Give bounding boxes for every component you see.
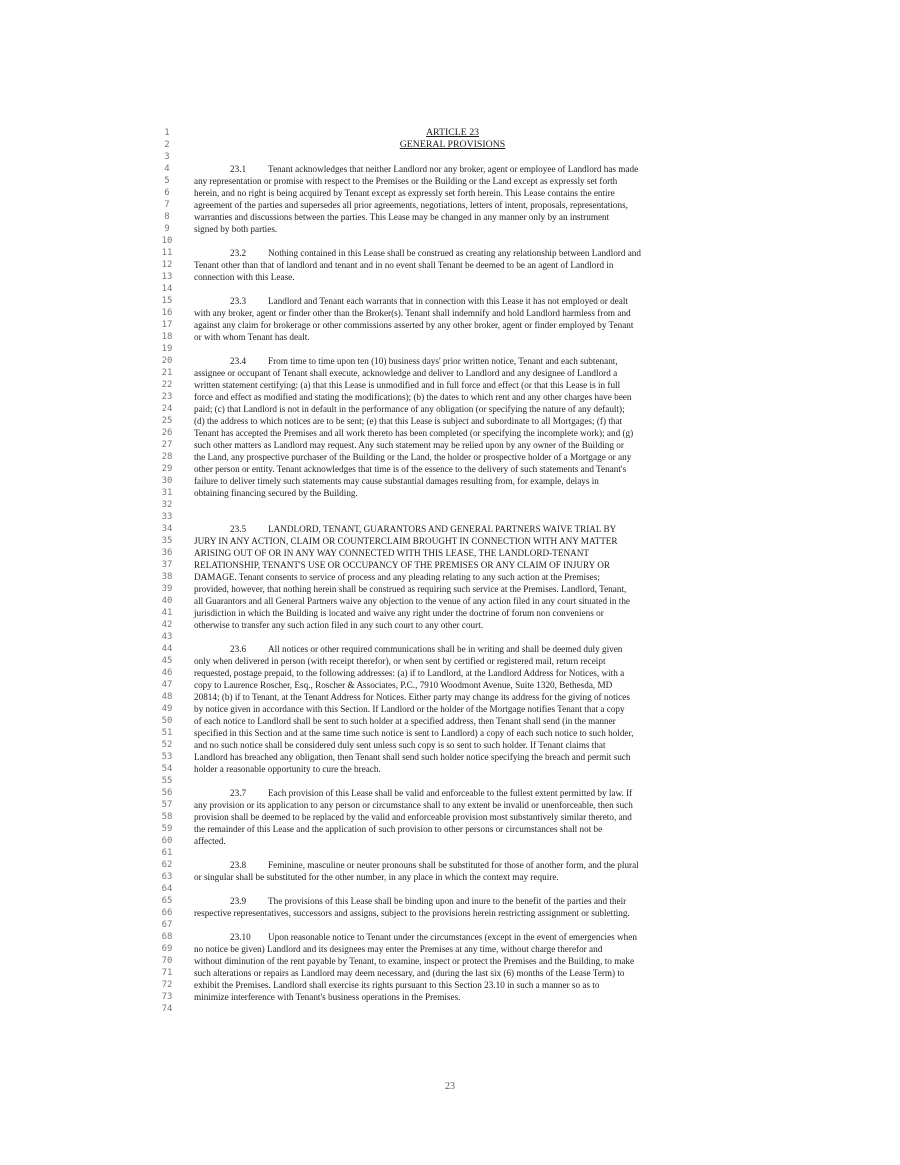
line-number: 68 bbox=[161, 932, 173, 942]
line-number: 73 bbox=[161, 992, 173, 1002]
paragraph-line: jurisdiction in which the Building is located and waive any right under the doctrine of forum non conveniens or bbox=[194, 608, 604, 618]
paragraph-line: 20814; (b) if to Tenant, at the Tenant Address for Notices. Either party may change its address for the giving of notices bbox=[194, 692, 630, 702]
line-number: 27 bbox=[161, 440, 173, 450]
line-number: 37 bbox=[161, 560, 173, 570]
line-number: 21 bbox=[161, 368, 173, 378]
section-number: 23.5 bbox=[230, 524, 247, 534]
paragraph-line: (d) the address to which notices are to be sent; (e) that this Lease is subject and subordinate to all Mortgages; (f) that bbox=[194, 416, 623, 426]
line-number: 20 bbox=[161, 356, 173, 366]
paragraph-line: no notice be given) Landlord and its designees may enter the Premises at any time, without charge therefor and bbox=[194, 944, 603, 954]
line-number: 24 bbox=[161, 404, 173, 414]
line-number: 7 bbox=[164, 200, 170, 210]
paragraph-line: herein, and no right is being acquired by Tenant except as expressly set forth herein. This Lease contains the entire bbox=[194, 188, 615, 198]
paragraph-line: copy to Laurence Roscher, Esq., Roscher & Associates, P.C., 7910 Woodmont Avenue, Suite 1320, Bethesda, MD bbox=[194, 680, 613, 690]
line-number: 25 bbox=[161, 416, 173, 426]
paragraph-line: 23.4 From time to time upon ten (10) business days' prior written notice, Tenant and each subtenant, bbox=[230, 356, 618, 366]
paragraph-line: affected. bbox=[194, 836, 226, 846]
paragraph-line: agreement of the parties and supersedes all prior agreements, negotiations, letters of intent, proposals, representations, bbox=[194, 200, 628, 210]
line-number: 16 bbox=[161, 308, 173, 318]
line-number: 9 bbox=[164, 224, 170, 234]
section-number: 23.3 bbox=[230, 296, 247, 306]
paragraph-line: 23.6 All notices or other required communications shall be in writing and shall be deemed duly given bbox=[230, 644, 623, 654]
line-number: 8 bbox=[164, 212, 170, 222]
line-number: 6 bbox=[164, 188, 170, 198]
line-number: 43 bbox=[161, 632, 173, 642]
line-number: 55 bbox=[161, 776, 173, 786]
line-number: 49 bbox=[161, 704, 173, 714]
line-number: 61 bbox=[161, 848, 173, 858]
line-number: 59 bbox=[161, 824, 173, 834]
line-number: 1 bbox=[164, 128, 170, 138]
paragraph-line: JURY IN ANY ACTION, CLAIM OR COUNTERCLAIM BROUGHT IN CONNECTION WITH ANY MATTER bbox=[194, 536, 618, 546]
line-number: 29 bbox=[161, 464, 173, 474]
paragraph-line: only when delivered in person (with receipt therefor), or when sent by certified or registered mail, return receipt bbox=[194, 656, 606, 666]
article-number: ARTICLE 23 bbox=[425, 127, 480, 138]
line-number: 19 bbox=[161, 344, 173, 354]
paragraph-line: DAMAGE. Tenant consents to service of process and any pleading relating to any such action at the Premises; bbox=[194, 572, 600, 582]
paragraph-line: the remainder of this Lease and the application of such provision to other persons or circumstances shall not be bbox=[194, 824, 603, 834]
paragraph-line: any provision or its application to any person or circumstance shall to any extent be invalid or unenforceable, then such bbox=[194, 800, 633, 810]
paragraph-line: otherwise to transfer any such action filed in any such court to any other court. bbox=[194, 620, 484, 630]
line-number: 18 bbox=[161, 332, 173, 342]
line-number: 5 bbox=[164, 176, 170, 186]
paragraph-line: Tenant has accepted the Premises and all work thereto has been completed (or specifying the incomplete work); and (g) bbox=[194, 428, 634, 438]
paragraph-line: paid; (c) that Landlord is not in default in the performance of any obligation (or specifying the nature of any default); bbox=[194, 404, 625, 414]
paragraph-line: written statement certifying: (a) that this Lease is unmodified and in full force and effect (or that this Lease is in full bbox=[194, 380, 621, 390]
section-number: 23.1 bbox=[230, 164, 247, 174]
article-title: GENERAL PROVISIONS bbox=[399, 139, 506, 150]
line-number: 53 bbox=[161, 752, 173, 762]
paragraph-line: exhibit the Premises. Landlord shall exercise its rights pursuant to this Section 23.10 in such a manner so as to bbox=[194, 980, 600, 990]
line-number: 64 bbox=[161, 884, 173, 894]
paragraph-line: other person or entity. Tenant acknowledges that time is of the essence to the delivery of such statements and Tenant's bbox=[194, 464, 627, 474]
line-number: 23 bbox=[161, 392, 173, 402]
line-number: 69 bbox=[161, 944, 173, 954]
line-number: 11 bbox=[161, 248, 173, 258]
section-number: 23.9 bbox=[230, 896, 247, 906]
line-number: 30 bbox=[161, 476, 173, 486]
line-number: 58 bbox=[161, 812, 173, 822]
section-number: 23.10 bbox=[230, 932, 251, 942]
line-number: 39 bbox=[161, 584, 173, 594]
page-number: 23 bbox=[445, 1081, 455, 1092]
paragraph-line: such other matters as Landlord may request. Any such statement may be relied upon by any owner of the Building or bbox=[194, 440, 624, 450]
paragraph-line: assignee or occupant of Tenant shall execute, acknowledge and deliver to Landlord and any designee of Landlord a bbox=[194, 368, 618, 378]
line-number: 57 bbox=[161, 800, 173, 810]
line-number: 3 bbox=[164, 152, 170, 162]
paragraph-line: provision shall be deemed to be replaced by the valid and enforceable provision most substantively similar thereto, and bbox=[194, 812, 632, 822]
paragraph-line: requested, postage prepaid, to the following addresses: (a) if to Landlord, at the Landlord Address for Notices, with a bbox=[194, 668, 625, 678]
line-number: 54 bbox=[161, 764, 173, 774]
line-number: 26 bbox=[161, 428, 173, 438]
line-number: 31 bbox=[161, 488, 173, 498]
paragraph-line: holder a reasonable opportunity to cure the breach. bbox=[194, 764, 381, 774]
line-number: 74 bbox=[161, 1004, 173, 1014]
line-number: 2 bbox=[164, 140, 170, 150]
section-number: 23.7 bbox=[230, 788, 247, 798]
paragraph-line: specified in this Section and at the same time such notice is sent to Landlord) a copy of each such notice to such holder, bbox=[194, 728, 634, 738]
line-number: 36 bbox=[161, 548, 173, 558]
line-number: 66 bbox=[161, 908, 173, 918]
paragraph-line: without diminution of the rent payable by Tenant, to examine, inspect or protect the Premises and the Building, to make bbox=[194, 956, 635, 966]
paragraph-line: with any broker, agent or finder other than the Broker(s). Tenant shall indemnify and hold Landlord harmless from and bbox=[194, 308, 631, 318]
paragraph-line: 23.7 Each provision of this Lease shall be valid and enforceable to the fullest extent permitted by law. If bbox=[230, 788, 633, 798]
line-number: 32 bbox=[161, 500, 173, 510]
line-number: 12 bbox=[161, 260, 173, 270]
paragraph-line: against any claim for brokerage or other commissions asserted by any other broker, agent or finder employed by Tenant bbox=[194, 320, 634, 330]
paragraph-line: 23.2 Nothing contained in this Lease shall be construed as creating any relationship between Landlord and bbox=[230, 248, 641, 258]
paragraph-line: 23.3 Landlord and Tenant each warrants that in connection with this Lease it has not employed or dealt bbox=[230, 296, 628, 306]
line-number: 45 bbox=[161, 656, 173, 666]
paragraph-line: ARISING OUT OF OR IN ANY WAY CONNECTED WITH THIS LEASE, THE LANDLORD-TENANT bbox=[194, 548, 589, 558]
section-number: 23.2 bbox=[230, 248, 247, 258]
line-number: 56 bbox=[161, 788, 173, 798]
paragraph-line: or singular shall be substituted for the other number, in any place in which the context may require. bbox=[194, 872, 559, 882]
paragraph-line: force and effect as modified and stating the modifications); (b) the dates to which rent and any other charges have been bbox=[194, 392, 632, 402]
line-number: 46 bbox=[161, 668, 173, 678]
paragraph-line: of each notice to Landlord shall be sent to such holder at a specified address, then Tenant shall send (in the manner bbox=[194, 716, 616, 726]
paragraph-line: Tenant other than that of landlord and tenant and in no event shall Tenant be deemed to be an agent of Landlord in bbox=[194, 260, 614, 270]
paragraph-line: and no such notice shall be considered duly sent unless such copy is so sent to such holder. If Tenant claims that bbox=[194, 740, 606, 750]
paragraph-line: RELATIONSHIP, TENANT'S USE OR OCCUPANCY OF THE PREMISES OR ANY CLAIM OF INJURY OR bbox=[194, 560, 610, 570]
paragraph-line: obtaining financing secured by the Building. bbox=[194, 488, 358, 498]
line-number: 41 bbox=[161, 608, 173, 618]
line-number: 15 bbox=[161, 296, 173, 306]
line-number: 40 bbox=[161, 596, 173, 606]
line-number: 71 bbox=[161, 968, 173, 978]
paragraph-line: or with whom Tenant has dealt. bbox=[194, 332, 310, 342]
line-number: 50 bbox=[161, 716, 173, 726]
line-number: 4 bbox=[164, 164, 170, 174]
line-number: 70 bbox=[161, 956, 173, 966]
paragraph-line: respective representatives, successors and assigns, subject to the provisions herein restricting assignment or subletting. bbox=[194, 908, 630, 918]
paragraph-line: by notice given in accordance with this Section. If Landlord or the holder of the Mortgage notifies Tenant that a copy bbox=[194, 704, 625, 714]
line-number: 42 bbox=[161, 620, 173, 630]
line-number: 17 bbox=[161, 320, 173, 330]
paragraph-line: such alterations or repairs as Landlord may deem necessary, and (during the last six (6) months of the Lease Term) to bbox=[194, 968, 625, 978]
paragraph-line: 23.9 The provisions of this Lease shall be binding upon and inure to the benefit of the parties and their bbox=[230, 896, 627, 906]
paragraph-line: the Land, any prospective purchaser of the Building or the Land, the holder or prospective holder of a Mortgage or any bbox=[194, 452, 632, 462]
line-number: 48 bbox=[161, 692, 173, 702]
section-number: 23.4 bbox=[230, 356, 247, 366]
paragraph-line: 23.1 Tenant acknowledges that neither Landlord nor any broker, agent or employee of Landlord has made bbox=[230, 164, 639, 174]
line-number: 14 bbox=[161, 284, 173, 294]
paragraph-line: connection with this Lease. bbox=[194, 272, 295, 282]
line-number: 38 bbox=[161, 572, 173, 582]
section-number: 23.6 bbox=[230, 644, 247, 654]
line-number: 51 bbox=[161, 728, 173, 738]
line-number: 10 bbox=[161, 236, 173, 246]
line-number: 28 bbox=[161, 452, 173, 462]
line-number: 60 bbox=[161, 836, 173, 846]
line-number: 33 bbox=[161, 512, 173, 522]
line-number: 62 bbox=[161, 860, 173, 870]
paragraph-line: signed by both parties. bbox=[194, 224, 278, 234]
line-number: 34 bbox=[161, 524, 173, 534]
line-number: 13 bbox=[161, 272, 173, 282]
paragraph-line: failure to deliver timely such statements may cause substantial damages resulting from, for example, delays in bbox=[194, 476, 599, 486]
section-number: 23.8 bbox=[230, 860, 247, 870]
paragraph-line: warranties and discussions between the parties. This Lease may be changed in any manner only by an instrument bbox=[194, 212, 610, 222]
line-number: 67 bbox=[161, 920, 173, 930]
paragraph-line: all Guarantors and all General Partners waive any objection to the venue of any action filed in any court situated in the bbox=[194, 596, 631, 606]
paragraph-line: minimize interference with Tenant's business operations in the Premises. bbox=[194, 992, 461, 1002]
line-number: 44 bbox=[161, 644, 173, 654]
line-number: 35 bbox=[161, 536, 173, 546]
line-number: 47 bbox=[161, 680, 173, 690]
paragraph-line: 23.10 Upon reasonable notice to Tenant under the circumstances (except in the event of emergencies when bbox=[230, 932, 637, 942]
paragraph-line: provided, however, that nothing herein shall be construed as requiring such service at the Premises. Landlord, Tenant, bbox=[194, 584, 627, 594]
paragraph-line: any representation or promise with respect to the Premises or the Building or the Land except as expressly set forth bbox=[194, 176, 618, 186]
line-number: 72 bbox=[161, 980, 173, 990]
line-number: 63 bbox=[161, 872, 173, 882]
line-number: 65 bbox=[161, 896, 173, 906]
paragraph-line: Landlord has breached any obligation, then Tenant shall send such holder notice specifying the breach and permit such bbox=[194, 752, 631, 762]
paragraph-line: 23.8 Feminine, masculine or neuter pronouns shall be substituted for those of another form, and the plural bbox=[230, 860, 639, 870]
line-number: 22 bbox=[161, 380, 173, 390]
line-number: 52 bbox=[161, 740, 173, 750]
paragraph-line: 23.5 LANDLORD, TENANT, GUARANTORS AND GENERAL PARTNERS WAIVE TRIAL BY bbox=[230, 524, 617, 534]
